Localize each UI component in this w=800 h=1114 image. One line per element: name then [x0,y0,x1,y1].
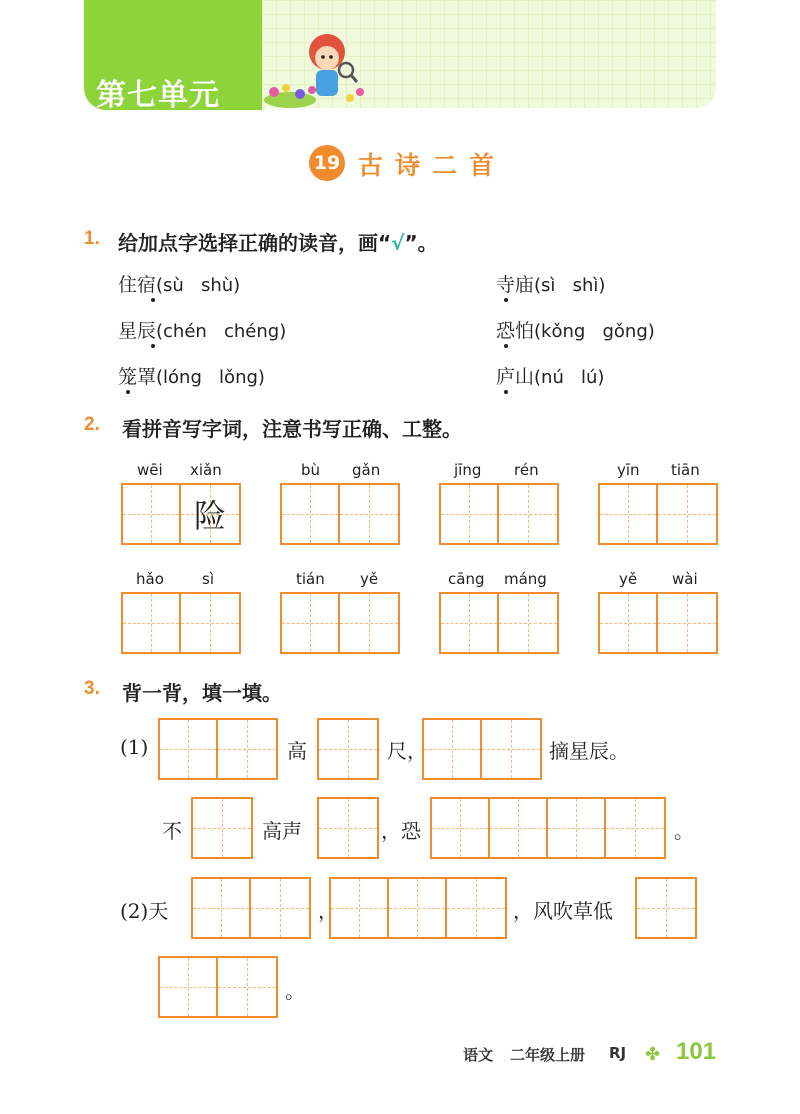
question-1-instruction: 给加点字选择正确的读音，画“√”。 [118,231,438,255]
pinyin-label: wài [672,570,698,588]
tianzige-cell[interactable] [160,958,218,1016]
tianzige-cell[interactable] [123,485,181,543]
writing-grid[interactable] [191,877,311,939]
emphasis-dot [504,344,508,348]
writing-grid[interactable] [598,592,718,654]
tianzige-cell[interactable] [424,720,482,778]
pinyin-label: hǎo [136,570,164,588]
tianzige-cell[interactable] [490,799,548,857]
writing-grid[interactable] [280,592,400,654]
writing-grid[interactable] [280,483,400,545]
tianzige-cell[interactable] [340,485,398,543]
writing-grid[interactable] [635,877,697,939]
pinyin-choice-item[interactable]: 寺庙(sì shì) [496,274,606,296]
tianzige-cell[interactable] [340,594,398,652]
tianzige-cell[interactable] [193,799,251,857]
tianzige-cell[interactable] [441,594,499,652]
tianzige-cell[interactable] [606,799,664,857]
poem-text: ，风吹草低 [513,899,613,923]
tianzige-cell[interactable] [441,485,499,543]
tianzige-cell[interactable] [499,485,557,543]
emphasis-dot [126,390,130,394]
tianzige-cell[interactable] [218,720,276,778]
tianzige-cell[interactable] [600,594,658,652]
tianzige-cell[interactable] [447,879,505,937]
page-number: 101 [676,1038,717,1065]
pinyin-label: máng [504,570,547,588]
writing-grid[interactable] [439,483,559,545]
pinyin-label: gǎn [352,461,381,479]
pinyin-label: cāng [448,570,485,588]
pinyin-label: yīn [617,461,640,479]
emphasis-dot [151,298,155,302]
tianzige-cell[interactable] [658,485,716,543]
writing-grid[interactable] [317,718,379,780]
writing-grid[interactable] [430,797,666,859]
tianzige-cell[interactable]: 险 [181,485,239,543]
pinyin-choice-item[interactable]: 住宿(sù shù) [118,274,241,296]
writing-grid[interactable] [158,718,278,780]
pinyin-label: wēi [137,461,163,479]
pinyin-label: sì [202,570,214,588]
writing-grid[interactable] [158,956,278,1018]
tianzige-cell[interactable] [637,879,695,937]
tianzige-cell[interactable] [218,958,276,1016]
footer-grade: 二年级上册 [510,1046,586,1064]
question-3-number: 3. [84,678,100,699]
writing-grid[interactable] [598,483,718,545]
tianzige-cell[interactable] [548,799,606,857]
tianzige-cell[interactable] [193,879,251,937]
reading-boy-icon [262,30,372,108]
writing-grid[interactable] [329,877,507,939]
writing-grid[interactable] [422,718,542,780]
poem-text: 高声 [262,819,302,843]
tianzige-cell[interactable] [319,720,377,778]
check-mark-icon: √ [391,231,405,255]
pinyin-label: jīng [454,461,482,479]
clover-icon: ✤ [645,1044,661,1065]
tianzige-cell[interactable] [181,594,239,652]
question-3-instruction: 背一背，填一填。 [122,681,282,705]
pinyin-label: bù [301,461,321,479]
writing-grid[interactable] [191,797,253,859]
poem-text: 不 [162,819,182,843]
tianzige-cell[interactable] [282,485,340,543]
unit-title: 第七单元 [96,78,220,113]
poem-line-label: (1) [120,735,149,759]
poem-text: 高 [287,739,307,763]
tianzige-cell[interactable] [658,594,716,652]
writing-grid[interactable] [439,592,559,654]
pinyin-choice-item[interactable]: 星辰(chén chéng) [118,320,287,342]
pinyin-label: yě [619,570,638,588]
tianzige-cell[interactable] [123,594,181,652]
footer-edition: RJ [609,1044,627,1062]
tianzige-cell[interactable] [389,879,447,937]
emphasis-dot [504,390,508,394]
lesson-title: 古诗二首 [358,151,507,180]
pinyin-label: tiān [671,461,700,479]
tianzige-cell[interactable] [482,720,540,778]
pinyin-choice-item[interactable]: 笼罩(lóng lǒng) [118,366,265,388]
tianzige-cell[interactable] [319,799,377,857]
poem-text: 摘星辰。 [549,739,629,763]
pinyin-label: xiǎn [190,461,222,479]
tianzige-cell[interactable] [331,879,389,937]
emphasis-dot [151,344,155,348]
writing-grid[interactable] [121,592,241,654]
tianzige-cell[interactable] [600,485,658,543]
writing-grid[interactable] [317,797,379,859]
pinyin-label: rén [514,461,539,479]
lesson-number-badge: 19 [309,145,345,181]
footer-subject: 语文 [463,1046,494,1064]
question-1-number: 1. [84,228,100,249]
writing-grid[interactable] [121,483,241,545]
question-2-instruction: 看拼音写字词，注意书写正确、工整。 [122,417,462,441]
tianzige-cell[interactable] [251,879,309,937]
poem-text: ， [318,899,338,923]
pinyin-label: tián [296,570,325,588]
tianzige-cell[interactable] [160,720,218,778]
pinyin-choice-item[interactable]: 恐怕(kǒng gǒng) [496,320,655,342]
tianzige-cell[interactable] [432,799,490,857]
poem-text: 尺， [387,739,427,763]
poem-line-label: (2)天 [120,899,169,923]
tianzige-cell[interactable] [282,594,340,652]
poem-text: ，恐 [381,819,421,843]
emphasis-dot [504,298,508,302]
tianzige-cell[interactable] [499,594,557,652]
question-2-number: 2. [84,414,100,435]
poem-text: 。 [674,819,694,843]
pinyin-choice-item[interactable]: 庐山(nú lú) [496,366,605,388]
pinyin-label: yě [360,570,379,588]
poem-text: 。 [285,979,305,1003]
